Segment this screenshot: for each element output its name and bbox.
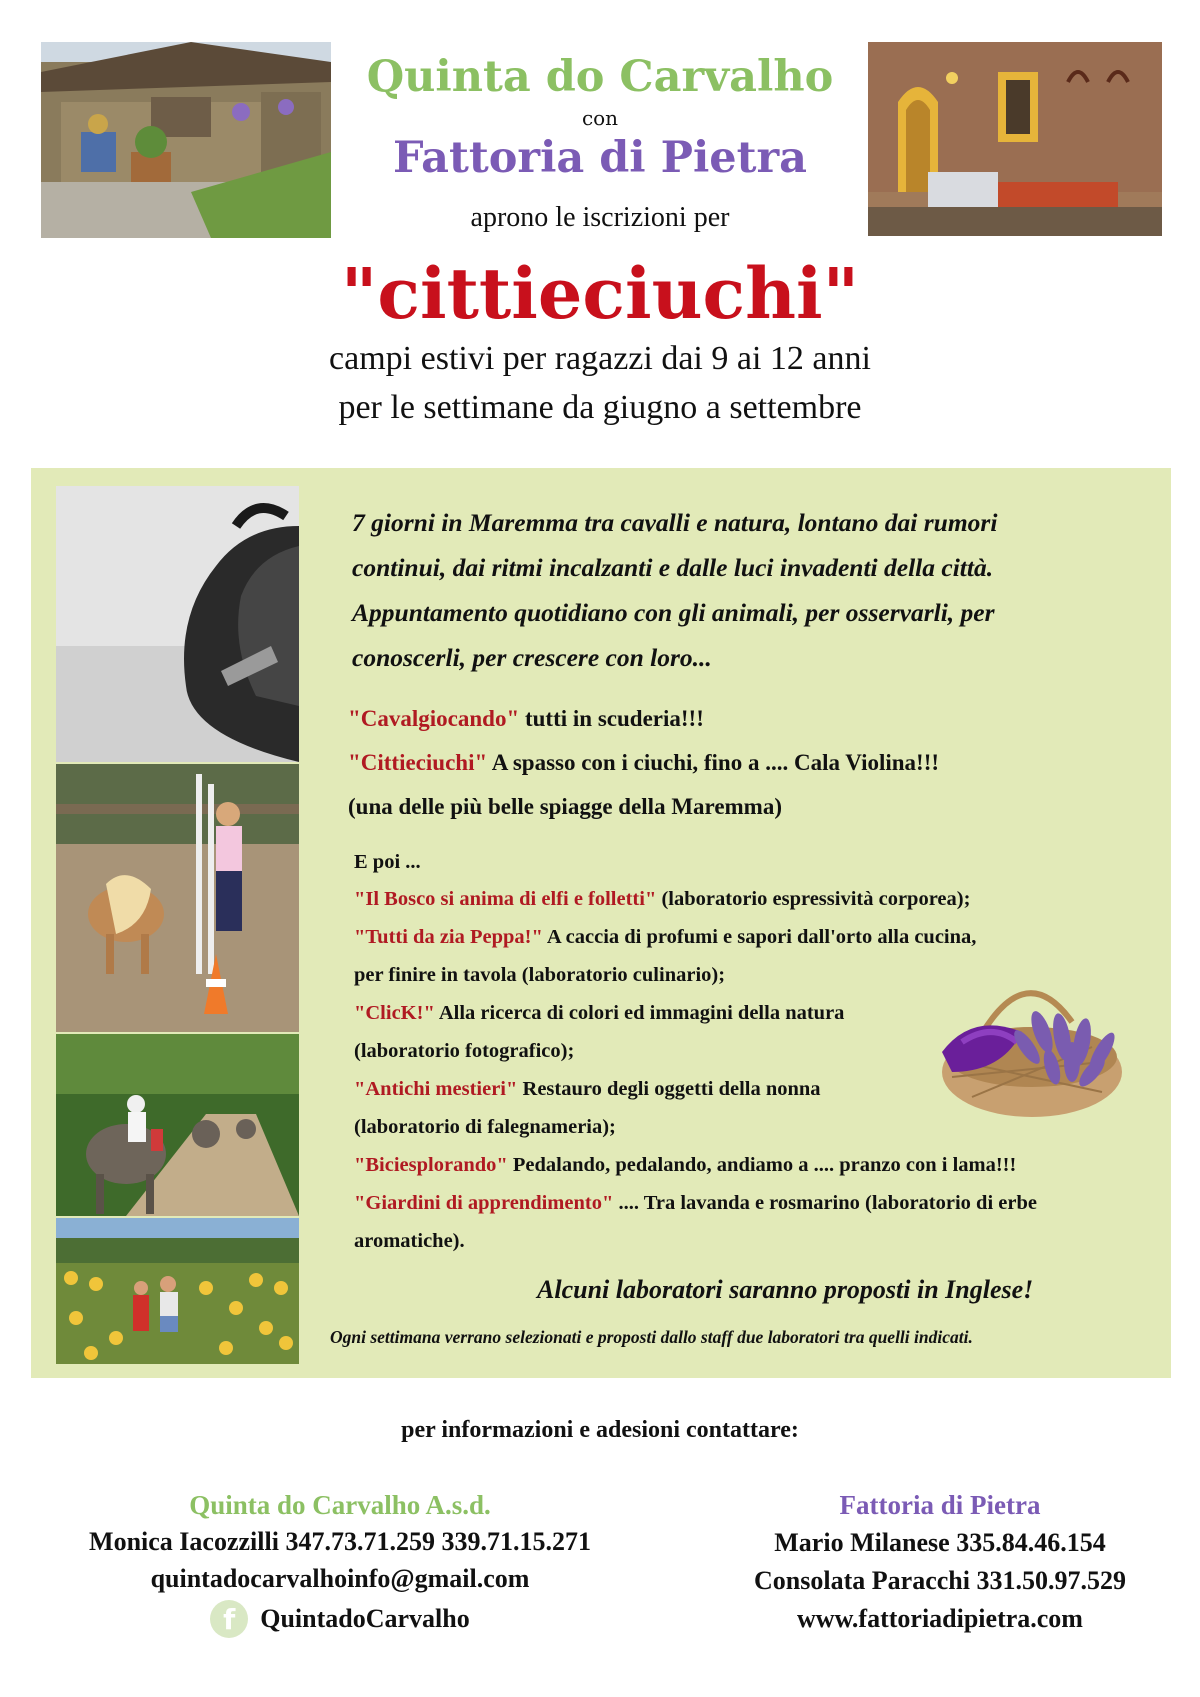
sunflower-field-photo bbox=[56, 1218, 299, 1364]
lab-desc: Restauro degli oggetti della nonna bbox=[517, 1078, 821, 1100]
lab-line bbox=[354, 926, 976, 949]
lab-line bbox=[354, 1154, 1016, 1177]
epoi-label: E poi ... bbox=[354, 851, 421, 873]
activity-note: (una delle più belle spiagge della Maremma) bbox=[348, 794, 783, 819]
lab-desc: per finire in tavola (laboratorio culinario); bbox=[354, 964, 726, 986]
pony-girl-photo bbox=[56, 764, 299, 1032]
activity-desc: tutti in scuderia!!! bbox=[519, 706, 704, 731]
header-org1: Quinta do Carvalho bbox=[366, 52, 834, 102]
intro-line-2: continui, dai ritmi incalzanti e dalle luci invadenti della città. bbox=[352, 553, 994, 582]
lab-line bbox=[354, 1192, 1037, 1215]
header-org2: Fattoria di Pietra bbox=[392, 133, 808, 183]
lab-line bbox=[354, 1002, 844, 1025]
lab-desc: (laboratorio espressività corporea); bbox=[656, 888, 971, 910]
lab-desc: aromatiche). bbox=[354, 1230, 465, 1252]
lab-name: "Il Bosco si anima di elfi e folletti" bbox=[354, 888, 657, 910]
lab-desc: (laboratorio di falegnameria); bbox=[354, 1116, 616, 1138]
lab-desc: A caccia di profumi e sapori dall'orto alla cucina, bbox=[542, 926, 977, 948]
horse-saddle-photo bbox=[56, 486, 299, 762]
footer-left-email: quintadocarvalhoinfo@gmail.com bbox=[150, 1564, 530, 1593]
activity-desc: A spasso con i ciuchi, fino a .... Cala Violina!!! bbox=[487, 750, 940, 775]
lab-line bbox=[354, 1116, 616, 1139]
lab-name: "ClicK!" bbox=[354, 1002, 435, 1024]
subtitle-weeks: per le settimane da giugno a settembre bbox=[338, 389, 862, 426]
english-note: Alcuni laboratori saranno proposti in Inglese! bbox=[537, 1275, 1034, 1304]
lab-line bbox=[354, 964, 725, 987]
footer-right-website[interactable]: www.fattoriadipietra.com bbox=[797, 1604, 1083, 1633]
lab-name: "Giardini di apprendimento" bbox=[354, 1192, 614, 1214]
lab-desc: Pedalando, pedalando, andiamo a .... pranzo con i lama!!! bbox=[507, 1154, 1017, 1176]
page-title: "cittieciuchi" bbox=[340, 252, 860, 335]
intro-line-1: 7 giorni in Maremma tra cavalli e natura, lontano dai rumori bbox=[352, 508, 998, 537]
lab-line bbox=[354, 888, 970, 911]
footer-left-org: Quinta do Carvalho A.s.d. bbox=[189, 1490, 491, 1520]
intro-line-3: Appuntamento quotidiano con gli animali, per osservarli, per bbox=[352, 598, 995, 627]
facebook-icon: f bbox=[210, 1600, 248, 1638]
lab-line bbox=[354, 1040, 574, 1063]
lab-line bbox=[354, 1230, 465, 1253]
lab-name: "Biciesplorando" bbox=[354, 1154, 508, 1176]
facebook-link[interactable]: QuintadoCarvalho bbox=[260, 1604, 470, 1633]
lab-line bbox=[354, 1078, 821, 1101]
activity-name: "Cittieciuchi" bbox=[348, 750, 488, 775]
weekly-note: Ogni settimana verrano selezionati e proposti dallo staff due laboratori tra quelli indicati. bbox=[330, 1327, 973, 1347]
footer-left-facebook-row bbox=[0, 1600, 680, 1638]
footer-right-contact2: Consolata Paracchi 331.50.97.529 bbox=[754, 1566, 1126, 1595]
lavender-basket-image bbox=[932, 962, 1132, 1132]
activity-cittieciuchi bbox=[348, 750, 939, 776]
subtitle-age: campi estivi per ragazzi dai 9 ai 12 anni bbox=[329, 340, 871, 377]
header-aprono: aprono le iscrizioni per bbox=[470, 202, 730, 233]
lab-desc: Alla ricerca di colori ed immagini della natura bbox=[434, 1002, 845, 1024]
activity-name: "Cavalgiocando" bbox=[348, 706, 520, 731]
activity-cavalgiocando bbox=[348, 706, 704, 732]
footer-right-org: Fattoria di Pietra bbox=[839, 1490, 1041, 1520]
donkey-ride-photo bbox=[56, 1034, 299, 1216]
lab-desc: (laboratorio fotografico); bbox=[354, 1040, 575, 1062]
header-con: con bbox=[581, 106, 619, 130]
footer-heading: per informazioni e adesioni contattare: bbox=[401, 1417, 799, 1443]
intro-line-4: conoscerli, per crescere con loro... bbox=[352, 643, 712, 672]
footer-left-contact: Monica Iacozzilli 347.73.71.259 339.71.15.271 bbox=[89, 1527, 591, 1556]
lab-desc: .... Tra lavanda e rosmarino (laboratorio di erbe bbox=[613, 1192, 1037, 1214]
lab-name: "Antichi mestieri" bbox=[354, 1078, 518, 1100]
footer-right-contact1: Mario Milanese 335.84.46.154 bbox=[774, 1528, 1106, 1557]
lab-name: "Tutti da zia Peppa!" bbox=[354, 926, 543, 948]
